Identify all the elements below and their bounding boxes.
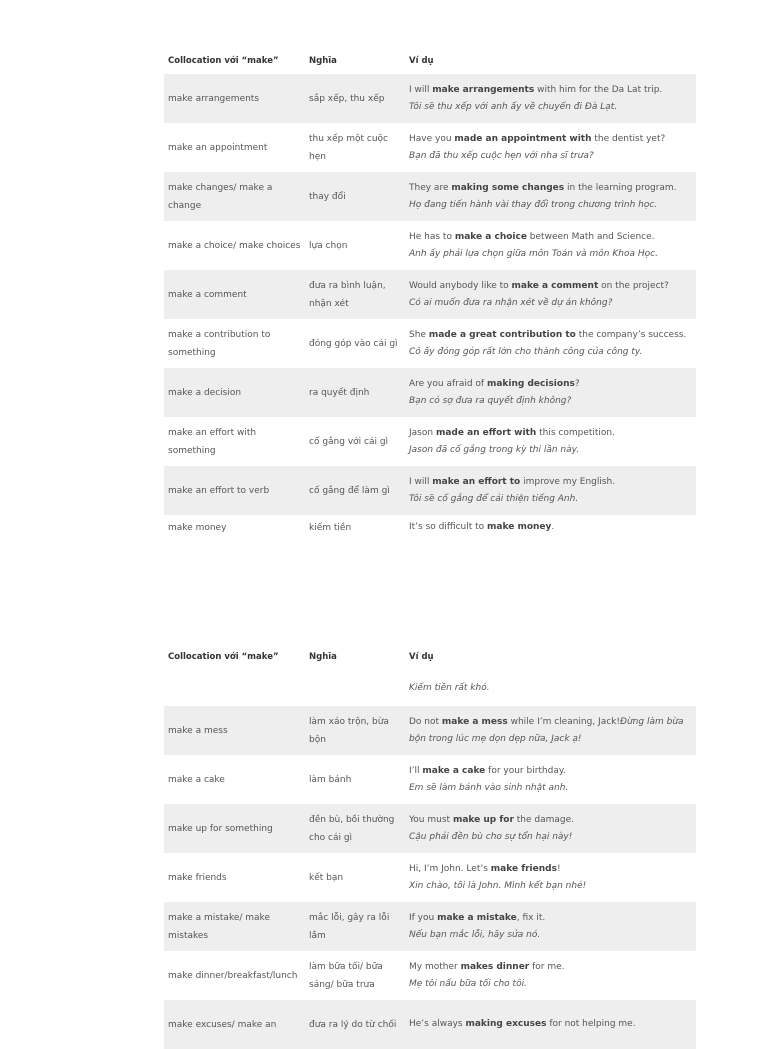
example-text: Would anybody like to (409, 280, 512, 291)
example-english (409, 861, 696, 878)
meaning-cell: đưa ra lý do từ chối (309, 1019, 397, 1030)
table-row (164, 172, 696, 221)
header-collocation: Collocation với “make” (168, 56, 279, 66)
example-collocation: make a cake (422, 765, 486, 776)
example-text: . (551, 522, 555, 532)
table-row (164, 515, 696, 540)
example-text: the damage. (513, 814, 575, 825)
example-vietnamese: Họ đang tiến hành vài thay đổi trong chương trình học. (409, 199, 658, 210)
example-text: the company’s success. (575, 329, 687, 340)
example-english (409, 82, 696, 99)
table-row-continued (164, 670, 696, 706)
example-collocation: make a choice (454, 231, 527, 242)
example-collocation: making decisions (486, 378, 575, 389)
example-english (409, 959, 696, 976)
collocation-table-1 (164, 48, 696, 540)
meaning-cell: thay đổi (309, 191, 346, 202)
example-collocation: making excuses (465, 1019, 547, 1029)
example-text: She (409, 329, 429, 340)
example-text: for not helping me. (546, 1019, 636, 1029)
example-cell (405, 519, 696, 536)
table-row (164, 804, 696, 853)
example-cell (405, 278, 696, 312)
collocation-cell: make a mistake/ make mistakes (168, 912, 270, 941)
table-header (164, 644, 696, 670)
example-text: in the learning program. (564, 182, 677, 193)
example-text: on the project? (598, 280, 669, 291)
collocation-cell: make arrangements (168, 93, 260, 104)
example-cell (405, 425, 696, 459)
table-row (164, 853, 696, 902)
meaning-cell: kiếm tiền (309, 522, 352, 533)
table-row (164, 319, 696, 368)
example-collocation: make a mistake (437, 912, 517, 923)
example-english (409, 278, 696, 295)
header-example: Ví dụ (409, 55, 434, 66)
table-row (164, 755, 696, 804)
collocation-cell: make excuses/ make an (168, 1019, 277, 1030)
example-vietnamese: Bạn đã thu xếp cuộc hẹn với nha sĩ trưa? (409, 150, 594, 161)
meaning-cell: làm bữa tối/ bữa sáng/ bữa trưa (309, 961, 383, 990)
collocation-cell: make friends (168, 872, 227, 883)
example-vietnamese: Kiếm tiền rất khó. (409, 682, 490, 693)
example-english (409, 180, 696, 197)
example-english (409, 714, 696, 748)
collocation-cell: make money (168, 522, 227, 533)
meaning-cell: kết bạn (309, 872, 344, 883)
example-vietnamese: Em sẽ làm bánh vào sinh nhật anh. (409, 782, 569, 793)
collocation-cell: make up for something (168, 823, 273, 834)
collocation-cell: make a comment (168, 289, 247, 300)
example-text: ! (556, 863, 561, 874)
example-cell (405, 861, 696, 895)
example-text: between Math and Science. (526, 231, 655, 242)
example-cell (405, 763, 696, 797)
example-collocation: make up for (452, 814, 514, 825)
table-row (164, 466, 696, 515)
example-english (409, 425, 696, 442)
example-english (409, 376, 696, 393)
example-text: They are (409, 182, 452, 193)
example-collocation: made an appointment with (454, 133, 592, 144)
collocation-table-2 (164, 644, 696, 1049)
example-text: It’s so difficult to (409, 522, 488, 532)
example-text: Have you (409, 133, 455, 144)
example-cell (405, 229, 696, 263)
example-text: ? (574, 378, 580, 389)
table-row (164, 1000, 696, 1049)
example-vietnamese: Đừng làm bừa bộn trong lúc mẹ dọn dẹp nữa, Jack ạ! (409, 716, 684, 744)
table-row (164, 951, 696, 1000)
example-collocation: make money (487, 522, 552, 532)
example-collocation: make a mess (441, 716, 508, 727)
example-text: while I’m cleaning, Jack! (507, 716, 620, 727)
collocation-cell: make an effort to verb (168, 485, 270, 496)
example-vietnamese: Anh ấy phải lựa chọn giữa môn Toán và môn Khoa Học. (409, 248, 658, 259)
meaning-cell: ra quyết định (309, 387, 370, 398)
example-vietnamese: Cậu phải đền bù cho sự tổn hại này! (409, 831, 573, 842)
table-row (164, 74, 696, 123)
example-text: You must (409, 814, 453, 825)
example-english (409, 519, 696, 536)
example-text: My mother (409, 961, 461, 972)
meaning-cell: mắc lỗi, gây ra lỗi lầm (309, 912, 390, 941)
meaning-cell: lựa chọn (309, 240, 348, 251)
example-text: He has to (409, 231, 455, 242)
collocation-cell: make a contribution to something (168, 329, 271, 358)
example-vietnamese: Nếu bạn mắc lỗi, hãy sửa nó. (409, 929, 541, 940)
example-text: I will (409, 84, 433, 95)
example-cell (405, 180, 696, 214)
example-vietnamese: Bạn có sợ đưa ra quyết định không? (409, 395, 572, 406)
example-cell (405, 910, 696, 944)
meaning-cell: cố gắng để làm gì (309, 485, 390, 496)
example-english (409, 131, 696, 148)
collocation-cell: make a choice/ make choices (168, 240, 301, 251)
meaning-cell: làm bánh (309, 774, 352, 785)
collocation-cell: make a mess (168, 725, 228, 736)
example-text: Hi, I’m John. Let’s (409, 863, 491, 874)
example-vietnamese: Jason đã cố gắng trong kỳ thi lần này. (409, 444, 580, 455)
meaning-cell: đền bù, bồi thường cho cái gì (309, 814, 395, 843)
example-english (409, 763, 696, 780)
header-meaning: Nghĩa (309, 56, 337, 66)
example-vietnamese: Cô ấy đóng góp rất lớn cho thành công của công ty. (409, 346, 643, 357)
example-english (409, 1016, 696, 1033)
example-text: for your birthday. (485, 765, 566, 776)
example-cell (405, 959, 696, 993)
example-cell (405, 131, 696, 165)
example-vietnamese: Tôi sẽ thu xếp với anh ấy về chuyến đi Đà Lạt. (409, 101, 618, 112)
table-row (164, 221, 696, 270)
example-vietnamese: Tôi sẽ cố gắng để cải thiện tiếng Anh. (409, 493, 579, 504)
example-cell (405, 1016, 696, 1033)
example-collocation: made a great contribution to (428, 329, 576, 340)
example-cell (405, 714, 696, 748)
example-text: Jason (409, 427, 436, 438)
example-english (409, 812, 696, 829)
table-row (164, 368, 696, 417)
example-collocation: make a comment (511, 280, 599, 291)
example-english (409, 327, 696, 344)
example-vietnamese: Xin chào, tôi là John. Mình kết bạn nhé! (409, 880, 587, 891)
example-collocation: make friends (490, 863, 557, 874)
meaning-cell: sắp xếp, thu xếp (309, 93, 385, 104)
example-text: Do not (409, 716, 442, 727)
example-collocation: made an effort with (435, 427, 537, 438)
table-row (164, 417, 696, 466)
example-collocation: making some changes (451, 182, 565, 193)
example-text: I will (409, 476, 433, 487)
collocation-cell: make an effort with something (168, 427, 257, 456)
table-row (164, 706, 696, 755)
example-cell (405, 474, 696, 508)
example-text: this competition. (536, 427, 615, 438)
example-english (409, 910, 696, 927)
collocation-cell: make a cake (168, 774, 225, 785)
meaning-cell: thu xếp một cuộc hẹn (309, 133, 389, 162)
example-text: , fix it. (516, 912, 546, 923)
example-collocation: make arrangements (432, 84, 535, 95)
example-text: I’ll (409, 765, 423, 776)
example-vietnamese: Có ai muốn đưa ra nhận xét về dự án không? (409, 297, 613, 308)
example-vietnamese: Mẹ tôi nấu bữa tối cho tôi. (409, 978, 527, 989)
collocation-cell: make an appointment (168, 142, 268, 153)
example-cell (405, 376, 696, 410)
meaning-cell: làm xáo trộn, bừa bộn (309, 716, 389, 745)
table-row (164, 902, 696, 951)
collocation-cell: make dinner/breakfast/lunch (168, 970, 298, 981)
example-cell (405, 812, 696, 846)
example-cell (405, 327, 696, 361)
example-text: He’s always (409, 1019, 466, 1029)
example-english (409, 229, 696, 246)
collocation-cell: make a decision (168, 387, 242, 398)
table-header (164, 48, 696, 74)
table-row (164, 123, 696, 172)
header-collocation: Collocation với “make” (168, 652, 279, 662)
example-text: Are you afraid of (409, 378, 487, 389)
meaning-cell: đóng góp vào cái gì (309, 338, 398, 349)
collocation-cell: make changes/ make a change (168, 182, 273, 211)
header-example: Ví dụ (409, 651, 434, 662)
example-english (409, 474, 696, 491)
example-text: the dentist yet? (591, 133, 666, 144)
table-row (164, 270, 696, 319)
example-text: improve my English. (520, 476, 616, 487)
example-cell (405, 82, 696, 116)
example-text: with him for the Da Lat trip. (534, 84, 663, 95)
example-collocation: makes dinner (460, 961, 530, 972)
meaning-cell: cố gắng với cái gì (309, 436, 389, 447)
example-text: If you (409, 912, 438, 923)
header-meaning: Nghĩa (309, 652, 337, 662)
example-collocation: make an effort to (432, 476, 521, 487)
example-text: for me. (529, 961, 565, 972)
meaning-cell: đưa ra bình luận, nhận xét (309, 280, 386, 309)
